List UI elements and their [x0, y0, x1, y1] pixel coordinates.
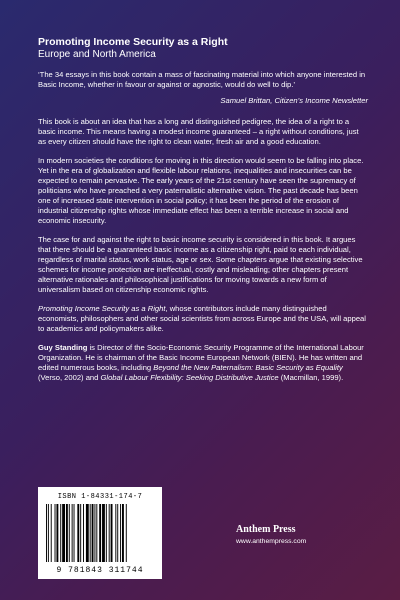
- quote-attribution: Samuel Brittan, Citizen’s Income Newsletter: [220, 95, 368, 105]
- author-book-2: Global Labour Flexibility: Seeking Distributive Justice: [100, 373, 279, 382]
- author-bio-text-2: (Verso, 2002) and: [38, 373, 101, 382]
- barcode-bars-icon: [46, 504, 154, 562]
- barcode-digits: 9 781843 311744: [56, 566, 144, 575]
- author-name: Guy Standing: [38, 342, 88, 352]
- closing-text: , whose contributors include many distinguished economists, philosophers and other social scientists from across Europe and the USA, will appeal to academics and policymakers alike.: [38, 303, 366, 333]
- description-paragraph-1: This book is about an idea that has a long and distinguished pedigree, the idea of a right to a basic income. This means having a modest income guaranteed – a right without conditions, just as every citizen should have the right to clean water, fresh air and a good education.: [38, 116, 359, 146]
- review-quote: ‘The 34 essays in this book contain a mass of fascinating material into which anyone interested in Basic Income, whether in favour or against or agnostic, would do well to dip.’: [38, 69, 366, 89]
- author-bio-text-1: is Director of the Socio-Economic Security Programme of the International Labour Organization. He is chairman of the Basic Income European Network (BIEN). He has written and edited numerous books, including: [38, 342, 364, 372]
- publisher-block: [236, 524, 356, 545]
- book-subtitle: Europe and North America: [38, 49, 156, 61]
- author-bio-text-3: (Macmillan, 1999).: [278, 373, 344, 382]
- book-title: Promoting Income Security as a Right: [38, 36, 228, 48]
- description-paragraph-2: In modern societies the conditions for moving in this direction would seem to be falling into place. Yet in the era of globalization and flexible labour relations, inequalities and insecurities can be expected to remain pervasive. The early years of the 21st century have seen the supremacy of politicians who have preached a very paternalistic alternative vision. The past decade has been one of increased state intervention in social policy; it has been the period of the erosion of industrial citizenship rights whose immediate effect has been a terrible increase in social and economic insecurity.: [38, 155, 364, 225]
- author-bio: [38, 343, 368, 383]
- back-cover-text: [38, 36, 368, 392]
- isbn-label: ISBN 1-84331-174-7: [57, 493, 143, 501]
- description-paragraph-3: The case for and against the right to basic income security is considered in this book. It argues that there should be a guaranteed basic income as a citizenship right, paid to each individual, regardless of marital status, work status, age or sex. Some chapters argue that existing selective schemes for income protection are ineffectual, costly and misleading; other chapters present alternative rationales and philosophical justifications for moving towards a new form of universalism based on citizenship economic rights.: [38, 234, 363, 294]
- publisher-url: www.anthempress.com: [236, 538, 307, 545]
- closing-book-title: Promoting Income Security as a Right: [38, 303, 166, 313]
- closing-paragraph: [38, 304, 368, 334]
- publisher-name: Anthem Press: [236, 524, 296, 535]
- author-book-1: Beyond the New Paternalism: Basic Security as Equality: [153, 362, 343, 372]
- barcode: [38, 487, 162, 579]
